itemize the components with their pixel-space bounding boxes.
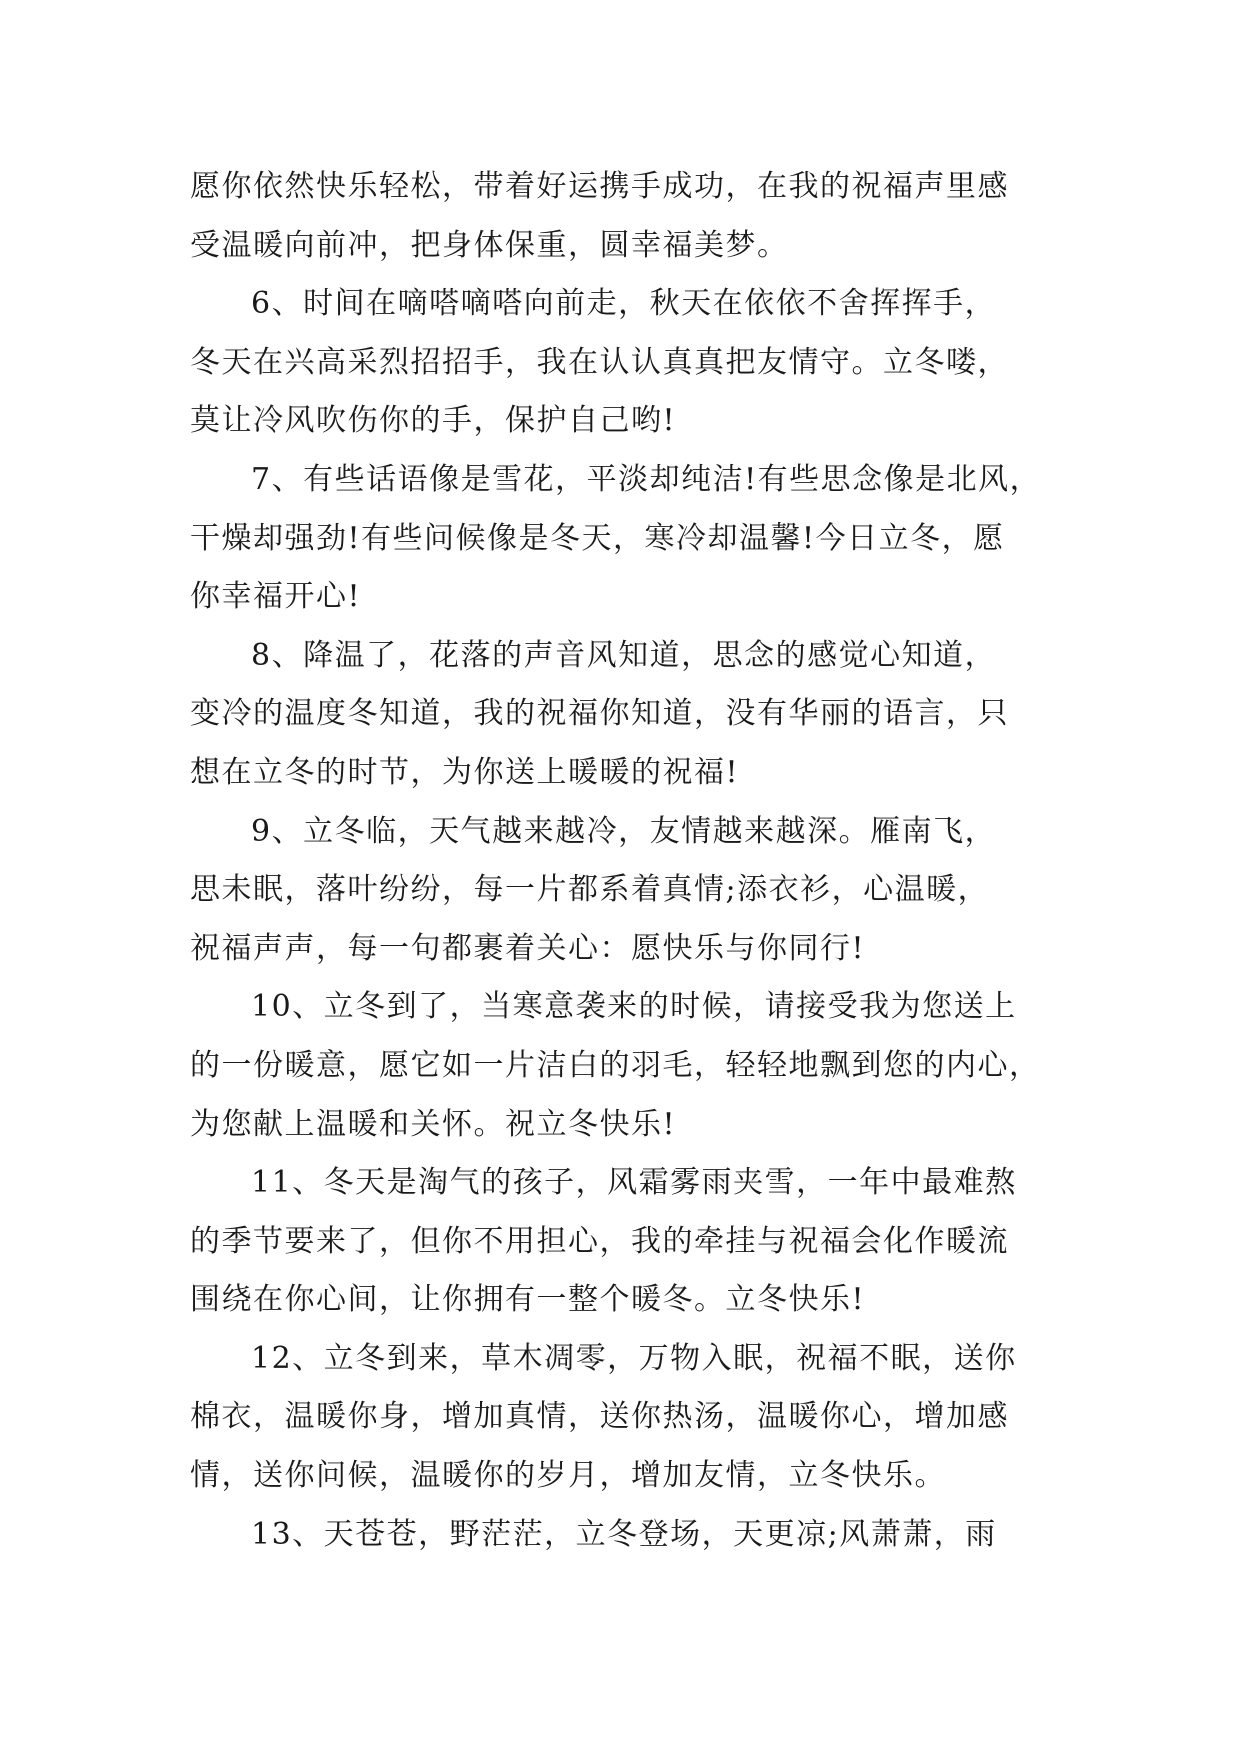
text-line: 愿你依然快乐轻松，带着好运携手成功，在我的祝福声里感	[190, 169, 1009, 204]
text-line: 围绕在你心间，让你拥有一整个暖冬。立冬快乐!	[190, 1282, 866, 1318]
paragraph-start-line: 9、立冬临，天气越来越冷，友情越来越深。雁南飞，	[251, 813, 997, 849]
paragraph-start-line: 8、降温了，花落的声音风知道，思念的感觉心知道，	[251, 637, 997, 673]
text-line: 想在立冬的时节，为你送上暖暖的祝福!	[190, 754, 740, 790]
paragraph-start-line: 13、天苍苍，野茫茫，立冬登场，天更凉;风萧萧，雨	[251, 1516, 997, 1552]
text-line: 冬天在兴高采烈招招手，我在认认真真把友情守。立冬喽，	[190, 344, 1009, 380]
text-line: 的一份暖意，愿它如一片洁白的羽毛，轻轻地飘到您的内心，	[190, 1047, 1041, 1083]
text-line: 你幸福开心!	[190, 579, 362, 615]
text-line: 干燥却强劲!有些问候像是冬天，寒冷却温馨!今日立冬，愿	[190, 520, 1005, 556]
text-line: 棉衣，温暖你身，增加真情，送你热汤，温暖你心，增加感	[190, 1399, 1009, 1435]
text-line: 的季节要来了，但你不用担心，我的牵挂与祝福会化作暖流	[190, 1223, 1009, 1259]
document-body	[190, 158, 1050, 1564]
text-line: 祝福声声，每一句都裹着关心：愿快乐与你同行!	[190, 930, 866, 966]
text-line: 变冷的温度冬知道，我的祝福你知道，没有华丽的语言，只	[190, 696, 1009, 732]
text-line: 情，送你问候，温暖你的岁月，增加友情，立冬快乐。	[190, 1458, 946, 1494]
text-line: 莫让冷风吹伤你的手，保护自己哟!	[190, 403, 677, 439]
text-line: 受温暖向前冲，把身体保重，圆幸福美梦。	[190, 227, 789, 263]
text-line: 为您献上温暖和关怀。祝立冬快乐!	[190, 1106, 677, 1142]
paragraph-start-line: 7、有些话语像是雪花，平淡却纯洁!有些思念像是北风，	[251, 461, 1042, 497]
paragraph-start-line: 10、立冬到了，当寒意袭来的时候，请接受我为您送上	[251, 989, 1017, 1025]
paragraph-start-line: 11、冬天是淘气的孩子，风霜雾雨夹雪，一年中最难熬	[251, 1165, 1017, 1201]
paragraph-start-line: 12、立冬到来，草木凋零，万物入眠，祝福不眠，送你	[251, 1340, 1017, 1376]
text-line: 思未眠，落叶纷纷，每一片都系着真情;添衣衫，心温暖，	[190, 872, 990, 908]
paragraph-start-line: 6、时间在嘀嗒嘀嗒向前走，秋天在依依不舍挥挥手，	[251, 286, 997, 322]
